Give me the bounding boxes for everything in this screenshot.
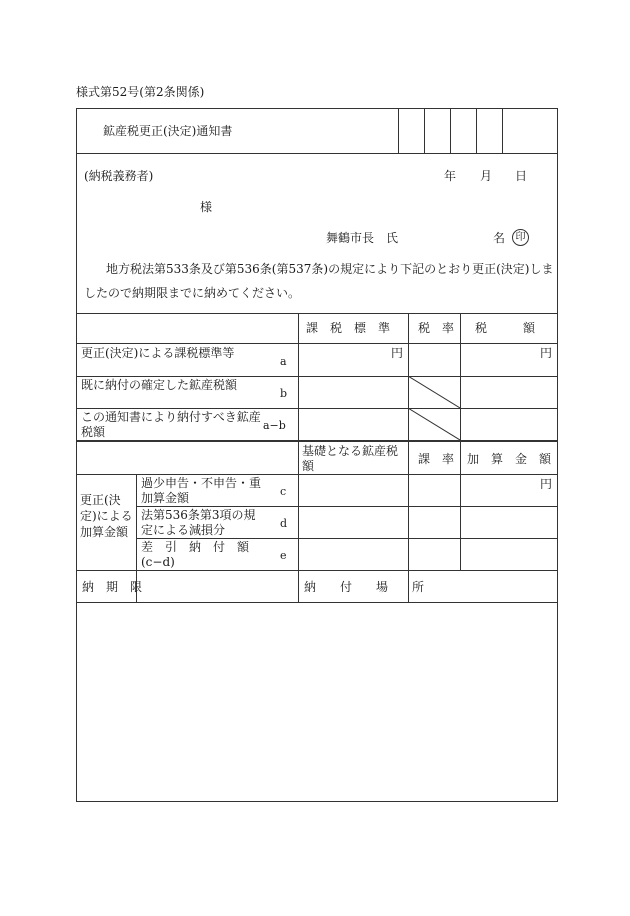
row-label-tax-base: 更正(決定)による課税標準等 — [81, 346, 235, 360]
seal-mark: 印 — [512, 229, 529, 246]
header-surcharge-rate: 課 率 — [418, 452, 455, 466]
stamp-box-divider — [502, 108, 503, 153]
table2-row-rule — [136, 538, 557, 539]
payment-place-label: 納 付 場 所 — [304, 580, 425, 594]
footer-rule — [77, 602, 557, 603]
table2-col-divider — [298, 441, 299, 602]
issuer-shi: 氏 — [386, 231, 399, 245]
form-title: 鉱産税更正(決定)通知書 — [103, 124, 233, 138]
row-code-e: e — [280, 549, 287, 562]
honorific-sama: 様 — [200, 200, 213, 214]
row-code-d: d — [280, 517, 288, 530]
row-code-b: b — [280, 387, 288, 400]
date-year: 年 — [444, 169, 457, 183]
date-day: 日 — [515, 169, 528, 183]
table2-row-rule — [136, 506, 557, 507]
stamp-box-divider — [476, 108, 477, 153]
table2-col-divider — [408, 441, 409, 602]
notice-line-2: したので納期限までに納めてください。 — [84, 286, 301, 300]
table1-header-rule — [77, 343, 557, 344]
table2-bottom-rule — [77, 570, 557, 571]
row-label-paid-tax: 既に納付の確定した鉱産税額 — [81, 378, 238, 392]
unit-yen-surcharge: 円 — [540, 477, 553, 491]
header-surcharge-amount: 加 算 金 額 — [467, 452, 552, 466]
header-tax-rate: 税 率 — [418, 321, 455, 335]
header-tax-base: 課 税 標 準 — [306, 321, 391, 335]
table2-header-rule — [77, 474, 557, 475]
table2-col-divider — [460, 441, 461, 570]
row-code-a-minus-b: a−b — [263, 419, 286, 432]
row-code-a: a — [280, 355, 287, 368]
table1-top-rule — [77, 313, 557, 314]
header-base-tax: 基礎となる鉱産税額 — [302, 444, 399, 473]
stamp-box-divider — [424, 108, 425, 153]
row-label-net-payment: 差 引 納 付 額(c−d) — [141, 540, 250, 569]
row-label-surcharge: 過少申告・不申告・重加算金額 — [141, 476, 262, 505]
stamp-box-divider — [450, 108, 451, 153]
table1-row-rule — [77, 408, 557, 409]
table-separator-rule — [77, 440, 557, 442]
issuer-office: 舞鶴市長 — [326, 231, 375, 245]
date-month: 月 — [480, 169, 493, 183]
title-rule — [77, 153, 557, 154]
row-label-reduction: 法第536条第3項の規定による減損分 — [141, 508, 256, 537]
form-number: 様式第52号(第2条関係) — [76, 85, 205, 99]
rate-slash-lines — [408, 376, 460, 440]
header-tax-amount: 税 額 — [475, 321, 536, 335]
table1-col-divider — [298, 313, 299, 441]
taxpayer-label: (納税義務者) — [84, 169, 154, 183]
row-label-payable-tax: この通知書により納付すべき鉱産税額 — [81, 410, 261, 439]
notice-line-1: 地方税法第533条及び第536条(第537条)の規定により下記のとおり更正(決定)しま — [106, 262, 554, 276]
issuer-mei: 名 — [493, 231, 506, 245]
unit-yen-amount: 円 — [540, 346, 553, 360]
unit-yen-base: 円 — [391, 346, 404, 360]
due-date-label: 納 期 限 — [82, 580, 143, 594]
stamp-box-divider — [398, 108, 399, 153]
table1-row-rule — [77, 376, 557, 377]
surcharge-group-label: 更正(決定)による加算金額 — [80, 493, 133, 539]
table1-col-divider — [460, 313, 461, 441]
row-code-c: c — [280, 485, 287, 498]
